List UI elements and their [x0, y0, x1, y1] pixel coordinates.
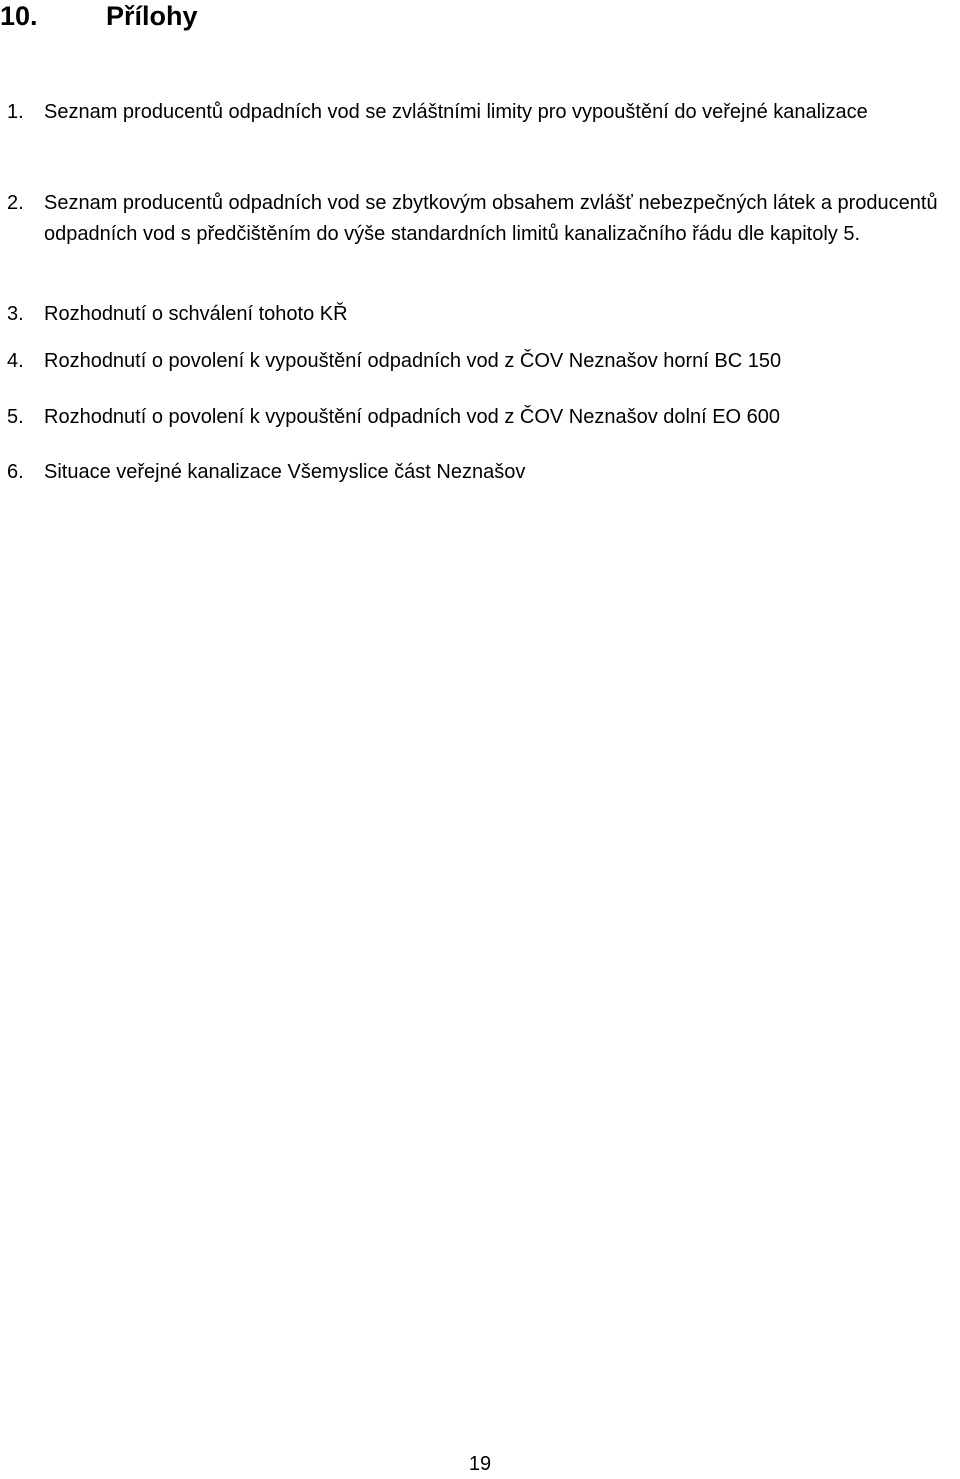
list-item-number: 1.: [7, 101, 24, 123]
list-item-number: 4.: [7, 350, 24, 372]
list-item: [7, 188, 959, 250]
list-item: [7, 457, 959, 488]
list-item: [7, 97, 959, 128]
section-number: 10.: [0, 1, 38, 31]
list-item-text: Situace veřejné kanalizace Všemyslice část Neznašov: [44, 461, 526, 483]
list-item-text: Rozhodnutí o povolení k vypouštění odpadních vod z ČOV Neznašov horní BC 150: [44, 350, 782, 372]
list-item: [7, 402, 959, 433]
list-item-number: 5.: [7, 406, 24, 428]
list-item-text: Rozhodnutí o schválení tohoto KŘ: [44, 303, 348, 325]
list-item: [7, 346, 959, 377]
list-item-text: Seznam producentů odpadních vod se zvláštními limity pro vypouštění do veřejné kanalizace: [44, 101, 868, 123]
list-item-number: 6.: [7, 461, 24, 483]
section-title: Přílohy: [106, 1, 198, 31]
list-item-number: 3.: [7, 303, 24, 325]
section-heading: [0, 0, 198, 32]
list-item-number: 2.: [7, 192, 24, 214]
page-number: 19: [468, 1453, 492, 1475]
list-item-text: Rozhodnutí o povolení k vypouštění odpadních vod z ČOV Neznašov dolní EO 600: [44, 406, 781, 428]
list-item-text: Seznam producentů odpadních vod se zbytkovým obsahem zvlášť nebezpečných látek a producentů odpadních vod s předčištěním do výše standardních limitů kanalizačního řádu dle kapitoly 5.: [44, 192, 938, 245]
list-item: [7, 299, 959, 330]
